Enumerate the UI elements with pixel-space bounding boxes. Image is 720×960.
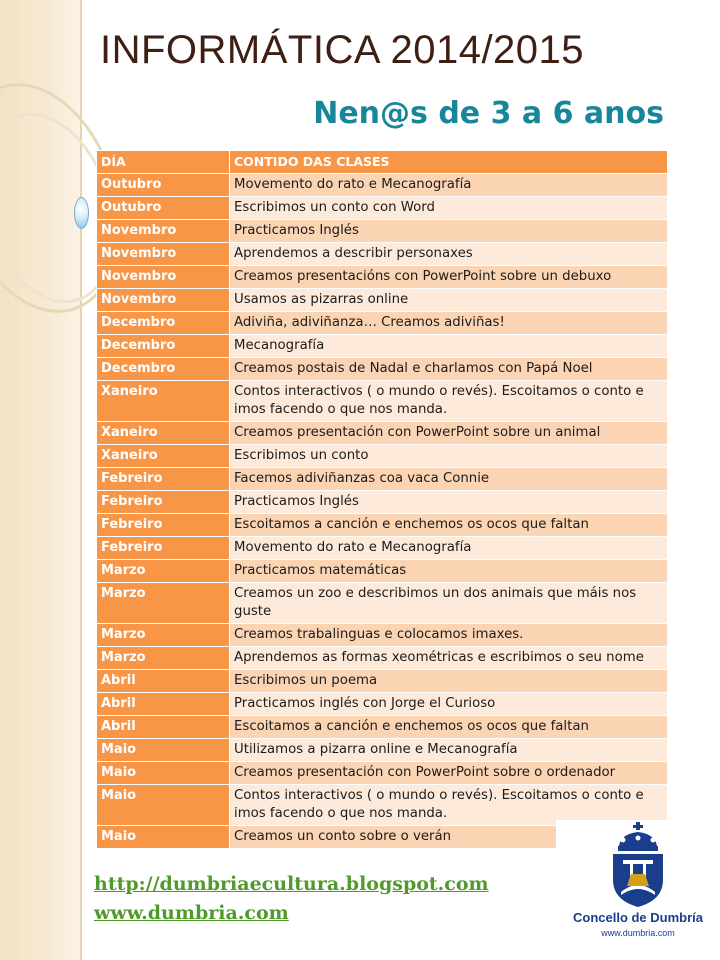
table-row bbox=[97, 716, 668, 739]
table-row bbox=[97, 266, 668, 289]
row-day: Marzo bbox=[97, 560, 230, 583]
table-row bbox=[97, 583, 668, 624]
row-content: Escribimos un conto bbox=[230, 445, 668, 468]
row-content: Adiviña, adiviñanza… Creamos adiviñas! bbox=[230, 312, 668, 335]
table-row bbox=[97, 445, 668, 468]
row-day: Novembro bbox=[97, 220, 230, 243]
table-header-row bbox=[97, 151, 668, 174]
row-day: Xaneiro bbox=[97, 445, 230, 468]
row-day: Febreiro bbox=[97, 537, 230, 560]
row-content: Movemento do rato e Mecanografía bbox=[230, 174, 668, 197]
decorative-bead bbox=[74, 197, 89, 229]
row-day: Outubro bbox=[97, 174, 230, 197]
row-content: Creamos postais de Nadal e charlamos con Papá Noel bbox=[230, 358, 668, 381]
row-content: Creamos un conto sobre o verán bbox=[230, 826, 668, 849]
concello-crest-icon bbox=[609, 822, 667, 908]
row-content: Creamos trabalinguas e colocamos imaxes. bbox=[230, 624, 668, 647]
row-content: Escoitamos a canción e enchemos os ocos que faltan bbox=[230, 716, 668, 739]
table-row bbox=[97, 491, 668, 514]
table-row bbox=[97, 739, 668, 762]
table-row bbox=[97, 289, 668, 312]
class-schedule-table bbox=[96, 150, 668, 849]
row-content: Aprendemos a describir personaxes bbox=[230, 243, 668, 266]
table-row bbox=[97, 358, 668, 381]
row-day: Maio bbox=[97, 762, 230, 785]
row-content: Usamos as pizarras online bbox=[230, 289, 668, 312]
row-day: Novembro bbox=[97, 289, 230, 312]
row-day: Febreiro bbox=[97, 468, 230, 491]
table-row bbox=[97, 468, 668, 491]
header-day: DÍA bbox=[97, 151, 230, 174]
row-content: Movemento do rato e Mecanografía bbox=[230, 537, 668, 560]
row-content: Facemos adiviñanzas coa vaca Connie bbox=[230, 468, 668, 491]
table-row bbox=[97, 220, 668, 243]
row-day: Febreiro bbox=[97, 491, 230, 514]
links-block bbox=[94, 870, 489, 928]
row-content: Contos interactivos ( o mundo o revés). Escoitamos o conto e imos facendo o que nos manda. bbox=[230, 785, 668, 826]
row-content: Practicamos Inglés bbox=[230, 220, 668, 243]
table-row bbox=[97, 537, 668, 560]
row-day: Novembro bbox=[97, 266, 230, 289]
table-body bbox=[97, 174, 668, 849]
page-subtitle: Nen@s de 3 a 6 anos bbox=[313, 96, 664, 131]
row-content: Aprendemos as formas xeométricas e escribimos o seu nome bbox=[230, 647, 668, 670]
table-row bbox=[97, 335, 668, 358]
header-content: CONTIDO DAS CLASES bbox=[230, 151, 668, 174]
row-content: Practicamos matemáticas bbox=[230, 560, 668, 583]
row-day: Abril bbox=[97, 716, 230, 739]
table-row bbox=[97, 647, 668, 670]
table-row bbox=[97, 560, 668, 583]
row-content: Escoitamos a canción e enchemos os ocos que faltan bbox=[230, 514, 668, 537]
row-day: Marzo bbox=[97, 647, 230, 670]
row-content: Creamos un zoo e describimos un dos animais que máis nos guste bbox=[230, 583, 668, 624]
blog-link[interactable]: http://dumbriaecultura.blogspot.com bbox=[94, 873, 489, 895]
page-title: INFORMÁTICA 2014/2015 bbox=[100, 28, 585, 72]
row-day: Maio bbox=[97, 785, 230, 826]
table-row bbox=[97, 312, 668, 335]
table-row bbox=[97, 174, 668, 197]
table-row bbox=[97, 422, 668, 445]
table-row bbox=[97, 624, 668, 647]
row-day: Abril bbox=[97, 693, 230, 716]
row-day: Febreiro bbox=[97, 514, 230, 537]
site-link[interactable]: www.dumbria.com bbox=[94, 902, 289, 924]
logo-name: Concello de Dumbría bbox=[572, 910, 704, 925]
row-day: Outubro bbox=[97, 197, 230, 220]
logo-url: www.dumbria.com bbox=[601, 928, 675, 938]
row-day: Decembro bbox=[97, 335, 230, 358]
row-content: Creamos presentación con PowerPoint sobre un animal bbox=[230, 422, 668, 445]
row-content: Utilizamos a pizarra online e Mecanografía bbox=[230, 739, 668, 762]
table-row bbox=[97, 693, 668, 716]
table-row bbox=[97, 381, 668, 422]
row-content: Escribimos un poema bbox=[230, 670, 668, 693]
row-day: Novembro bbox=[97, 243, 230, 266]
row-content: Practicamos Inglés bbox=[230, 491, 668, 514]
table-row bbox=[97, 762, 668, 785]
row-day: Xaneiro bbox=[97, 381, 230, 422]
table-row bbox=[97, 514, 668, 537]
row-day: Maio bbox=[97, 739, 230, 762]
row-day: Decembro bbox=[97, 358, 230, 381]
table-row bbox=[97, 670, 668, 693]
row-day: Maio bbox=[97, 826, 230, 849]
row-content: Escribimos un conto con Word bbox=[230, 197, 668, 220]
row-day: Marzo bbox=[97, 624, 230, 647]
row-day: Abril bbox=[97, 670, 230, 693]
row-day: Decembro bbox=[97, 312, 230, 335]
table-row bbox=[97, 197, 668, 220]
row-day: Marzo bbox=[97, 583, 230, 624]
row-content: Practicamos inglés con Jorge el Curioso bbox=[230, 693, 668, 716]
row-content: Creamos presentación con PowerPoint sobre o ordenador bbox=[230, 762, 668, 785]
row-content: Creamos presentacións con PowerPoint sobre un debuxo bbox=[230, 266, 668, 289]
table-row bbox=[97, 243, 668, 266]
logo-panel bbox=[556, 820, 720, 960]
row-day: Xaneiro bbox=[97, 422, 230, 445]
row-content: Mecanografía bbox=[230, 335, 668, 358]
row-content: Contos interactivos ( o mundo o revés). Escoitamos o conto e imos facendo o que nos manda. bbox=[230, 381, 668, 422]
